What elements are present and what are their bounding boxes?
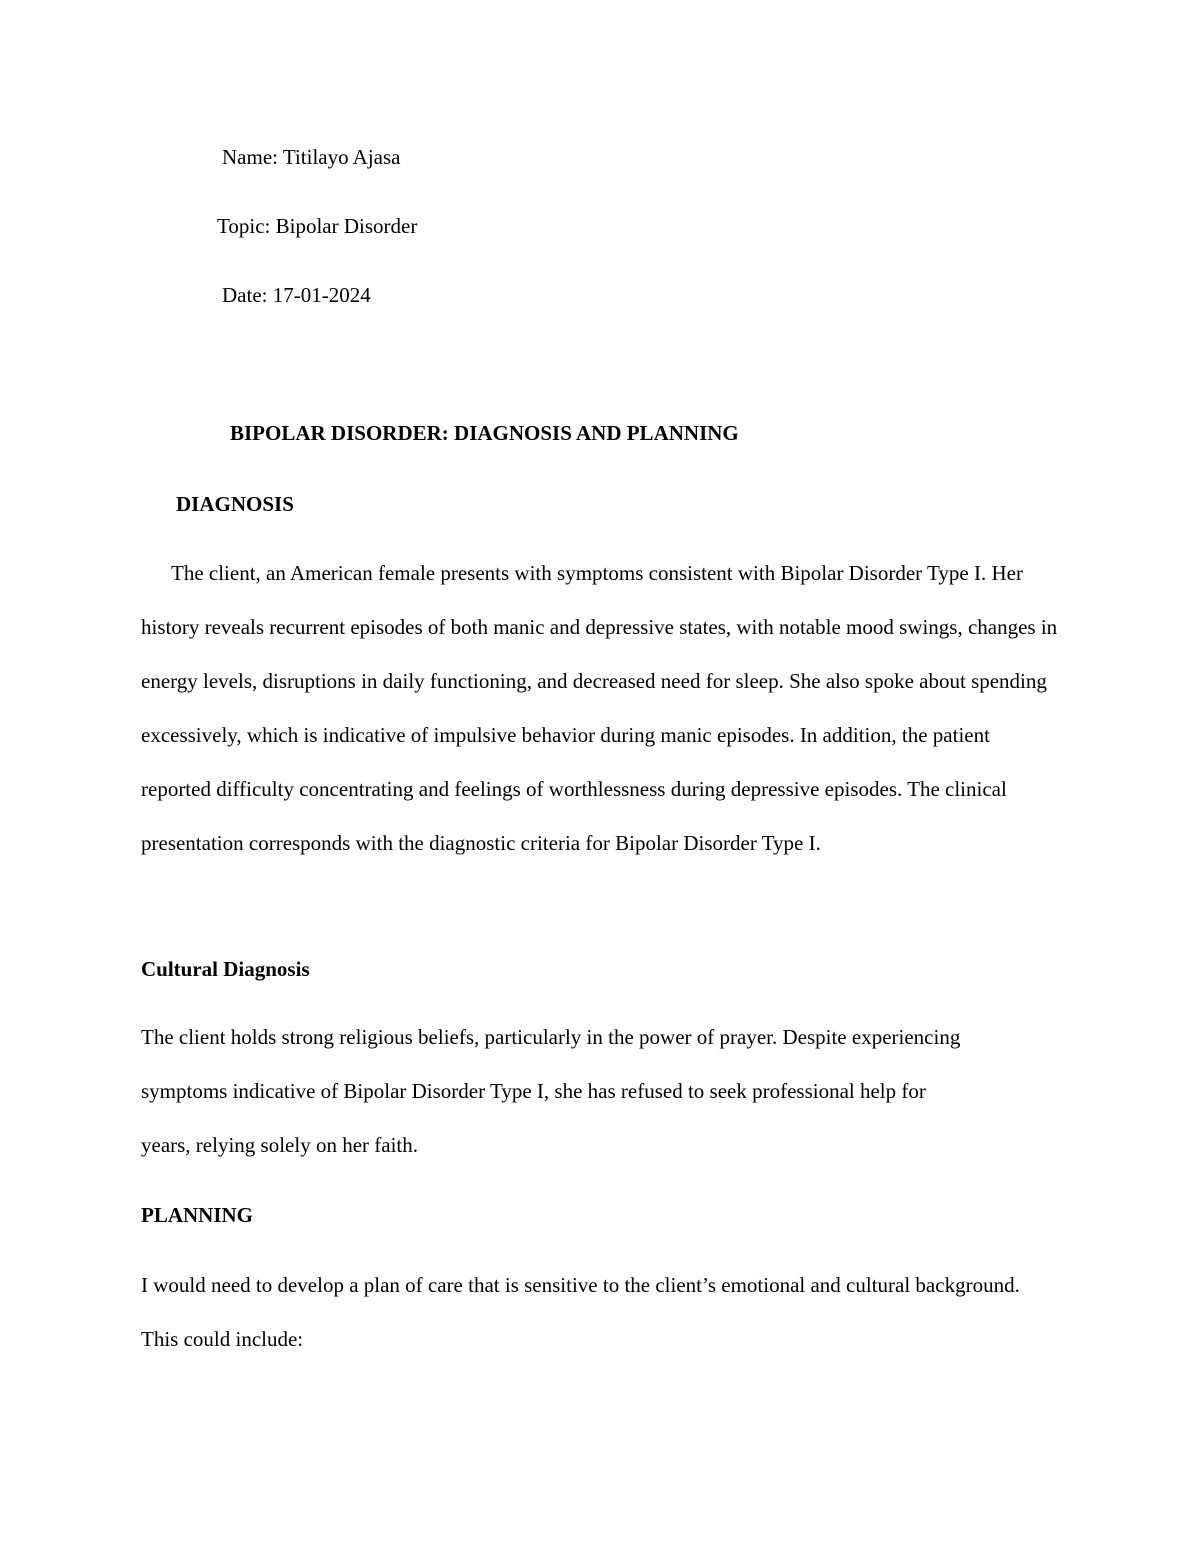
name-line: Name: Titilayo Ajasa	[222, 145, 401, 169]
planning-heading: PLANNING	[141, 1203, 254, 1227]
cultural-diagnosis-paragraph: The client holds strong religious beliefs, particularly in the power of prayer. Despite experiencing symptoms indicative of Bipolar Disorder Type I, she has refused to seek professional help for years, relying solely on her faith.	[141, 1025, 961, 1157]
cultural-diagnosis-heading: Cultural Diagnosis	[141, 957, 310, 981]
diagnosis-paragraph: The client, an American female presents with symptoms consistent with Bipolar Disorder Type I. Her history reveals recurrent episodes of both manic and depressive states, with notable mood swings, changes in energy levels, disruptions in daily functioning, and decreased need for sleep. She also spoke about spending excessively, which is indicative of impulsive behavior during manic episodes. In addition, the patient reported difficulty concentrating and feelings of worthlessness during depressive episodes. The clinical presentation corresponds with the diagnostic criteria for Bipolar Disorder Type I.	[141, 561, 1058, 855]
planning-paragraph: I would need to develop a plan of care that is sensitive to the client’s emotional and cultural background. This could include:	[141, 1273, 1020, 1351]
date-line: Date: 17-01-2024	[222, 283, 371, 307]
diagnosis-heading: DIAGNOSIS	[176, 492, 294, 516]
document-title: BIPOLAR DISORDER: DIAGNOSIS AND PLANNING	[230, 421, 739, 445]
topic-line: Topic: Bipolar Disorder	[217, 214, 418, 238]
